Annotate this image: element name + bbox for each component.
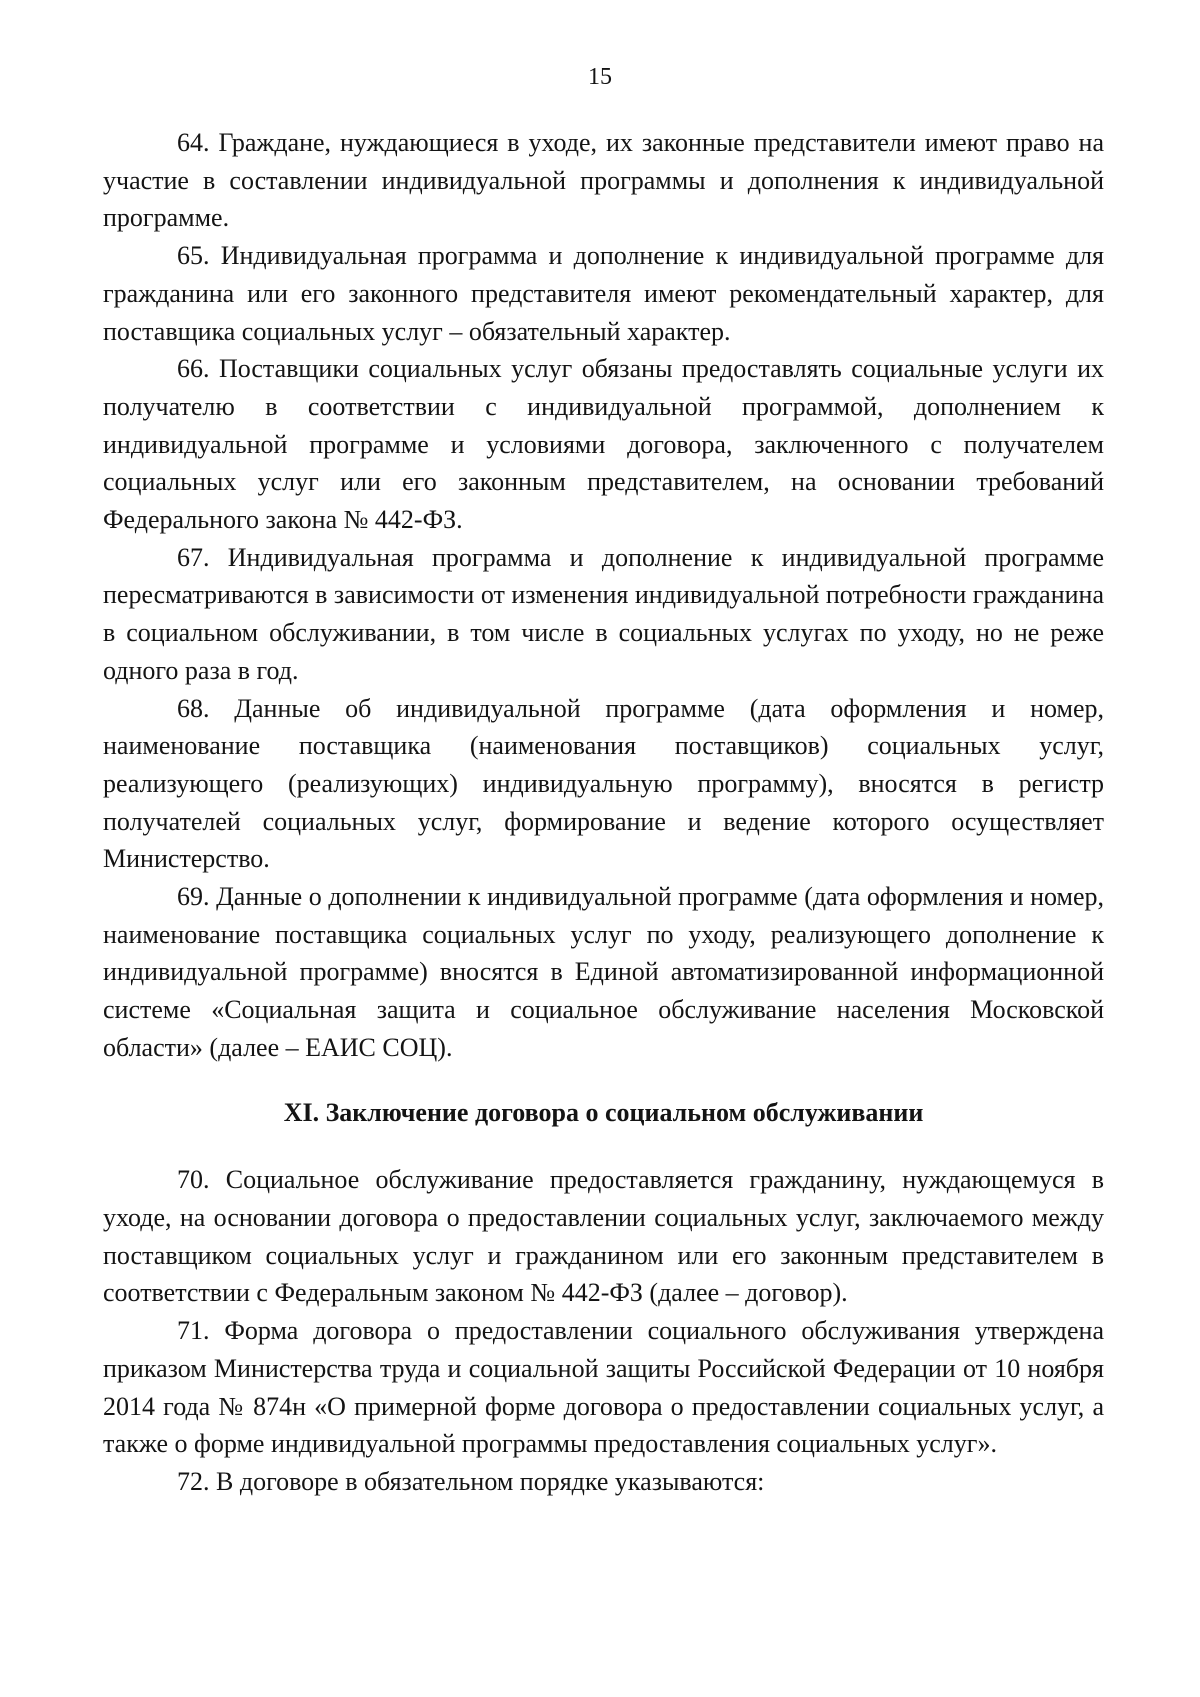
paragraph-64: 64. Граждане, нуждающиеся в уходе, их законные представители имеют право на участие в составлении индивидуальной программы и дополнения к индивидуальной программе. [103, 128, 1104, 233]
page-number: 15 [588, 64, 612, 90]
paragraph-65: 65. Индивидуальная программа и дополнение к индивидуальной программе для гражданина или его законного представителя имеют рекомендательный характер, для поставщика социальных услуг – обязательный характер. [103, 241, 1104, 346]
paragraph-69: 69. Данные о дополнении к индивидуальной программе (дата оформления и номер, наименование поставщика социальных услуг по уходу, реализующего дополнение к индивидуальной программе) вносятся в Единой автоматизированной информационной системе «Социальная защита и социальное обслуживание населения Московской области» (далее – ЕАИС СОЦ). [103, 882, 1104, 1062]
paragraph-68: 68. Данные об индивидуальной программе (дата оформления и номер, наименование поставщика (наименования поставщиков) социальных услуг, реализующего (реализующих) индивидуальную программу), вносятся в регистр получателей социальных услуг, формирование и ведение которого осуществляет Министерство. [103, 693, 1104, 874]
paragraph-66: 66. Поставщики социальных услуг обязаны предоставлять социальные услуги их получателю в соответствии с индивидуальной программой, дополнением к индивидуальной программе и условиями договора, заключенного с получателем социальных услуг или его законным представителем, на основании требований Федерального закона № 442-ФЗ. [103, 354, 1104, 535]
paragraph-71: 71. Форма договора о предоставлении социального обслуживания утверждена приказом Министерства труда и социальной защиты Российской Федерации от 10 ноября 2014 года № 874н «О примерной форме договора о предоставлении социальных услуг, а также о форме индивидуальной программы предоставления социальных услуг». [103, 1316, 1104, 1459]
document-body [103, 124, 1104, 1501]
paragraph-70: 70. Социальное обслуживание предоставляется гражданину, нуждающемуся в уходе, на основании договора о предоставлении социальных услуг, заключаемого между поставщиком социальных услуг и гражданином или его законным представителем в соответствии с Федеральным законом № 442-ФЗ (далее – договор). [103, 1165, 1104, 1308]
paragraph-72: 72. В договоре в обязательном порядке указываются: [177, 1466, 765, 1496]
section-heading: XI. Заключение договора о социальном обслуживании [283, 1097, 924, 1127]
paragraph-67: 67. Индивидуальная программа и дополнение к индивидуальной программе пересматриваются в зависимости от изменения индивидуальной потребности гражданина в социальном обслуживании, в том числе в социальных услугах по уходу, но не реже одного раза в год. [103, 542, 1104, 685]
